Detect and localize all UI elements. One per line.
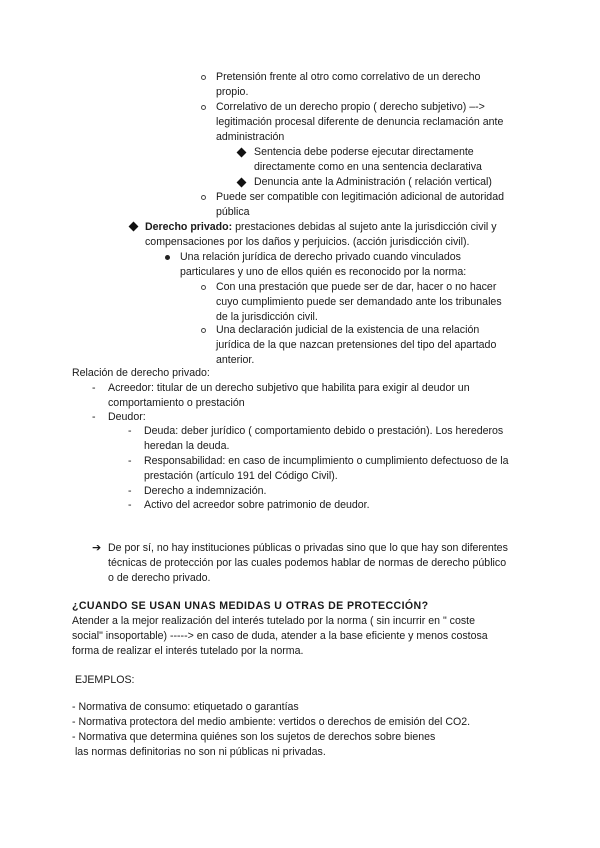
item-correlativo-line3: administración	[216, 131, 285, 143]
prestacion-line2: cuyo cumplimiento puede ser demandado ante los tribunales	[216, 296, 502, 308]
dash-bullet: -	[128, 425, 132, 437]
item-pretension-line1: Pretensión frente al otro como correlativo de un derecho	[216, 71, 481, 83]
item-correlativo-line1: Correlativo de un derecho propio ( derecho subjetivo) –->	[216, 101, 485, 113]
ejemplo-definitorias: las normas definitorias no son ni públicas ni privadas.	[72, 746, 326, 758]
arrow-line3: o de derecho privado.	[108, 572, 211, 584]
circle-bullet-icon	[201, 75, 206, 80]
responsabilidad-line1: Responsabilidad: en caso de incumplimiento o cumplimiento defectuoso de la	[144, 455, 509, 467]
circle-bullet-icon	[201, 195, 206, 200]
dash-bullet: -	[92, 382, 96, 394]
sub-sentencia-line1: Sentencia debe poderse ejecutar directamente	[254, 146, 474, 158]
ejemplo-sujetos: - Normativa que determina quiénes son los sujetos de derechos sobre bienes	[72, 731, 436, 743]
cuando-line3: forma de realizar el interés tutelado por la norma.	[72, 645, 304, 657]
prestacion-line1: Con una prestación que puede ser de dar, hacer o no hacer	[216, 281, 497, 293]
dash-bullet: -	[128, 455, 132, 467]
item-pretension-line2: propio.	[216, 86, 249, 98]
dash-bullet: -	[128, 485, 132, 497]
circle-bullet-icon	[201, 328, 206, 333]
circle-bullet-icon	[201, 105, 206, 110]
circle-bullet-icon	[201, 285, 206, 290]
diamond-bullet-icon	[237, 148, 247, 158]
prestacion-line3: de la jurisdicción civil.	[216, 311, 318, 323]
arrow-line2: técnicas de protección por las cuales podemos hablar de normas de derecho público	[108, 557, 507, 569]
sub-sentencia-line2: directamente como en una sentencia declarativa	[254, 161, 482, 173]
privado-line2: compensaciones por los daños y perjuicios. (acción jurisdicción civil).	[145, 236, 470, 248]
acreedor-line2: comportamiento o prestación	[108, 397, 245, 409]
acreedor-line1: Acreedor: titular de un derecho subjetivo que habilita para exigir al deudor un	[108, 382, 470, 394]
diamond-bullet-icon	[237, 178, 247, 188]
deuda-line1: Deuda: deber jurídico ( comportamiento debido o prestación). Los herederos	[144, 425, 504, 437]
relacion-juridica-line2: particulares y uno de ellos quién es reconocido por la norma:	[180, 266, 467, 278]
privado-line1	[145, 220, 497, 235]
ejemplo-medio-ambiente: - Normativa protectora del medio ambiente: vertidos o derechos de emisión del CO2.	[72, 716, 471, 728]
relacion-juridica-line1: Una relación jurídica de derecho privado cuando vinculados	[180, 251, 461, 263]
arrow-icon: ➔	[92, 542, 102, 554]
ejemplos-title: EJEMPLOS:	[75, 674, 135, 686]
item-compatible-line2: pública	[216, 206, 250, 218]
declaracion-line2: jurídica de la que nazcan pretensiones del tipo del apartado	[216, 339, 497, 351]
responsabilidad-line2: prestación (artículo 191 del Código Civil).	[144, 470, 338, 482]
dash-bullet: -	[92, 411, 96, 423]
declaracion-line3: anterior.	[216, 354, 255, 366]
cuando-line2: social" insoportable) -----> en caso de duda, atender a la base eficiente y menos costosa	[72, 630, 488, 642]
privado-term: Derecho privado:	[145, 221, 233, 233]
arrow-line1: De por sí, no hay instituciones públicas o privadas sino que lo que hay son diferentes	[108, 542, 508, 554]
ejemplo-consumo: - Normativa de consumo: etiquetado o garantías	[72, 701, 299, 713]
dash-bullet: -	[128, 499, 132, 511]
item-compatible-line1: Puede ser compatible con legitimación adicional de autoridad	[216, 191, 504, 203]
activo-acreedor: Activo del acreedor sobre patrimonio de deudor.	[144, 499, 370, 511]
disc-bullet-icon	[165, 255, 170, 260]
relacion-title: Relación de derecho privado:	[72, 367, 210, 379]
item-correlativo-line2: legitimación procesal diferente de denuncia reclamación ante	[216, 116, 504, 128]
deuda-line2: heredan la deuda.	[144, 440, 230, 452]
indemnizacion: Derecho a indemnización.	[144, 485, 267, 497]
diamond-bullet-icon	[129, 222, 139, 232]
cuando-heading: ¿CUANDO SE USAN UNAS MEDIDAS U OTRAS DE PROTECCIÓN?	[72, 600, 429, 612]
sub-denuncia: Denuncia ante la Administración ( relación vertical)	[254, 176, 492, 188]
cuando-line1: Atender a la mejor realización del interés tutelado por la norma ( sin incurrir en " coste	[72, 615, 475, 627]
privado-definition: prestaciones debidas al sujeto ante la jurisdicción civil y	[232, 221, 497, 233]
declaracion-line1: Una declaración judicial de la existencia de una relación	[216, 324, 480, 336]
deudor-label: Deudor:	[108, 411, 146, 423]
